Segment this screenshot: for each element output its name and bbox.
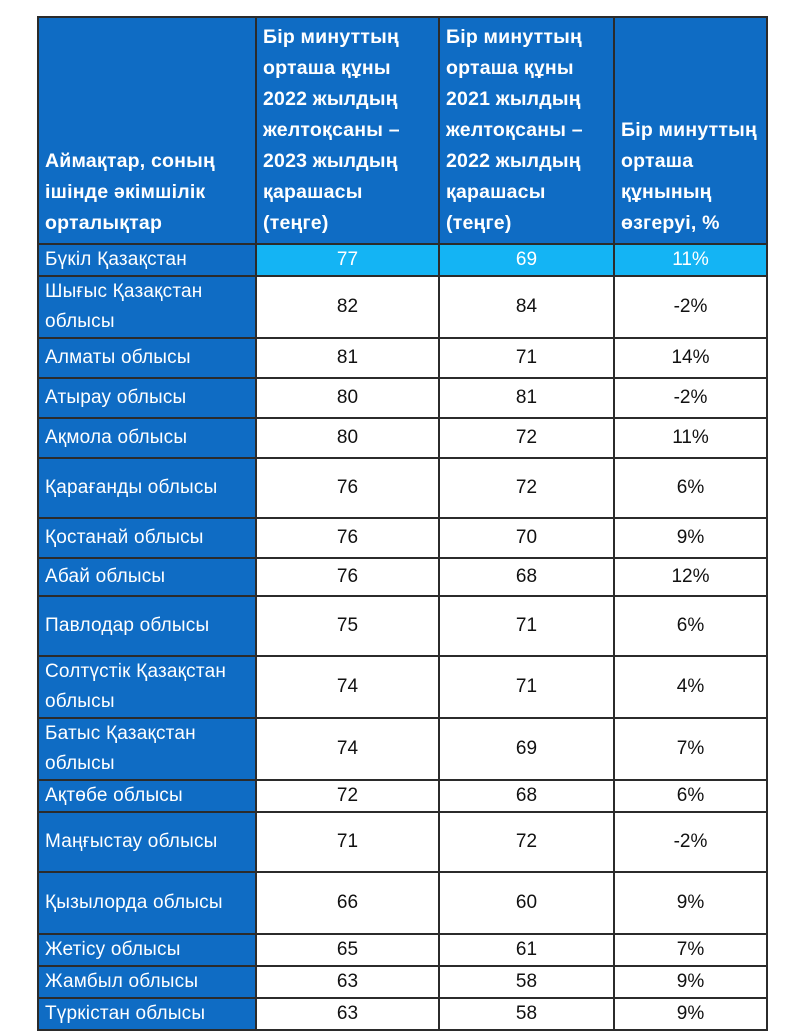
row-change: 11%	[614, 418, 767, 458]
table-row	[38, 998, 767, 1030]
row-cost-2022: 84	[439, 276, 614, 338]
table-row	[38, 378, 767, 418]
column-header-cost-2023: Бір минуттың орташа құны 2022 жылдың желтоқсаны – 2023 жылдың қарашасы (теңге)	[256, 17, 439, 244]
row-region: Ақмола облысы	[38, 418, 256, 458]
row-cost-2022: 71	[439, 338, 614, 378]
column-header-region: Аймақтар, соның ішінде әкімшілік орталықтар	[38, 17, 256, 244]
table-row	[38, 418, 767, 458]
table-row	[38, 458, 767, 518]
row-change: 6%	[614, 596, 767, 656]
row-region: Алматы облысы	[38, 338, 256, 378]
regional-cost-table	[37, 16, 768, 1031]
row-region: Батыс Қазақстан облысы	[38, 718, 256, 780]
row-change: 11%	[614, 244, 767, 276]
row-cost-2023: 66	[256, 872, 439, 934]
row-cost-2023: 74	[256, 656, 439, 718]
row-change: -2%	[614, 812, 767, 872]
table-row	[38, 596, 767, 656]
row-cost-2023: 76	[256, 458, 439, 518]
row-cost-2023: 81	[256, 338, 439, 378]
row-region: Абай облысы	[38, 558, 256, 596]
row-region: Атырау облысы	[38, 378, 256, 418]
row-change: 9%	[614, 518, 767, 558]
data-table-container	[37, 16, 766, 1031]
row-cost-2022: 68	[439, 558, 614, 596]
row-region: Түркістан облысы	[38, 998, 256, 1030]
row-region: Солтүстік Қазақстан облысы	[38, 656, 256, 718]
row-cost-2023: 76	[256, 558, 439, 596]
row-cost-2022: 60	[439, 872, 614, 934]
row-cost-2023: 63	[256, 998, 439, 1030]
row-change: 4%	[614, 656, 767, 718]
table-row	[38, 812, 767, 872]
row-cost-2023: 82	[256, 276, 439, 338]
table-row	[38, 780, 767, 812]
row-change: 12%	[614, 558, 767, 596]
table-row	[38, 338, 767, 378]
row-cost-2023: 76	[256, 518, 439, 558]
row-change: 7%	[614, 718, 767, 780]
row-change: 9%	[614, 966, 767, 998]
row-change: -2%	[614, 276, 767, 338]
row-cost-2022: 71	[439, 596, 614, 656]
row-region: Қарағанды облысы	[38, 458, 256, 518]
row-change: 9%	[614, 998, 767, 1030]
row-region: Павлодар облысы	[38, 596, 256, 656]
row-cost-2022: 58	[439, 966, 614, 998]
row-region: Жетісу облысы	[38, 934, 256, 966]
row-region: Шығыс Қазақстан облысы	[38, 276, 256, 338]
table-row	[38, 966, 767, 998]
column-header-change: Бір минуттың орташа құнының өзгеруі, %	[614, 17, 767, 244]
row-cost-2023: 71	[256, 812, 439, 872]
column-header-cost-2022: Бір минуттың орташа құны 2021 жылдың желтоқсаны – 2022 жылдың қарашасы (теңге)	[439, 17, 614, 244]
table-row	[38, 872, 767, 934]
row-cost-2022: 70	[439, 518, 614, 558]
row-region: Бүкіл Қазақстан	[38, 244, 256, 276]
row-cost-2022: 72	[439, 418, 614, 458]
row-cost-2023: 77	[256, 244, 439, 276]
row-region: Қостанай облысы	[38, 518, 256, 558]
row-change: 6%	[614, 458, 767, 518]
row-cost-2022: 68	[439, 780, 614, 812]
table-row	[38, 718, 767, 780]
row-region: Қызылорда облысы	[38, 872, 256, 934]
row-cost-2022: 69	[439, 718, 614, 780]
row-cost-2023: 72	[256, 780, 439, 812]
row-cost-2023: 63	[256, 966, 439, 998]
row-cost-2022: 61	[439, 934, 614, 966]
row-change: -2%	[614, 378, 767, 418]
row-cost-2023: 65	[256, 934, 439, 966]
table-row	[38, 276, 767, 338]
row-cost-2023: 80	[256, 378, 439, 418]
row-cost-2023: 80	[256, 418, 439, 458]
row-cost-2022: 72	[439, 812, 614, 872]
row-change: 9%	[614, 872, 767, 934]
table-header-row	[38, 17, 767, 244]
table-row	[38, 518, 767, 558]
table-row	[38, 656, 767, 718]
row-cost-2022: 72	[439, 458, 614, 518]
table-row-total	[38, 244, 767, 276]
table-row	[38, 934, 767, 966]
row-change: 14%	[614, 338, 767, 378]
row-change: 6%	[614, 780, 767, 812]
row-cost-2023: 74	[256, 718, 439, 780]
row-cost-2023: 75	[256, 596, 439, 656]
row-cost-2022: 58	[439, 998, 614, 1030]
table-row	[38, 558, 767, 596]
row-change: 7%	[614, 934, 767, 966]
row-cost-2022: 81	[439, 378, 614, 418]
row-region: Жамбыл облысы	[38, 966, 256, 998]
row-cost-2022: 69	[439, 244, 614, 276]
row-cost-2022: 71	[439, 656, 614, 718]
row-region: Ақтөбе облысы	[38, 780, 256, 812]
row-region: Маңғыстау облысы	[38, 812, 256, 872]
